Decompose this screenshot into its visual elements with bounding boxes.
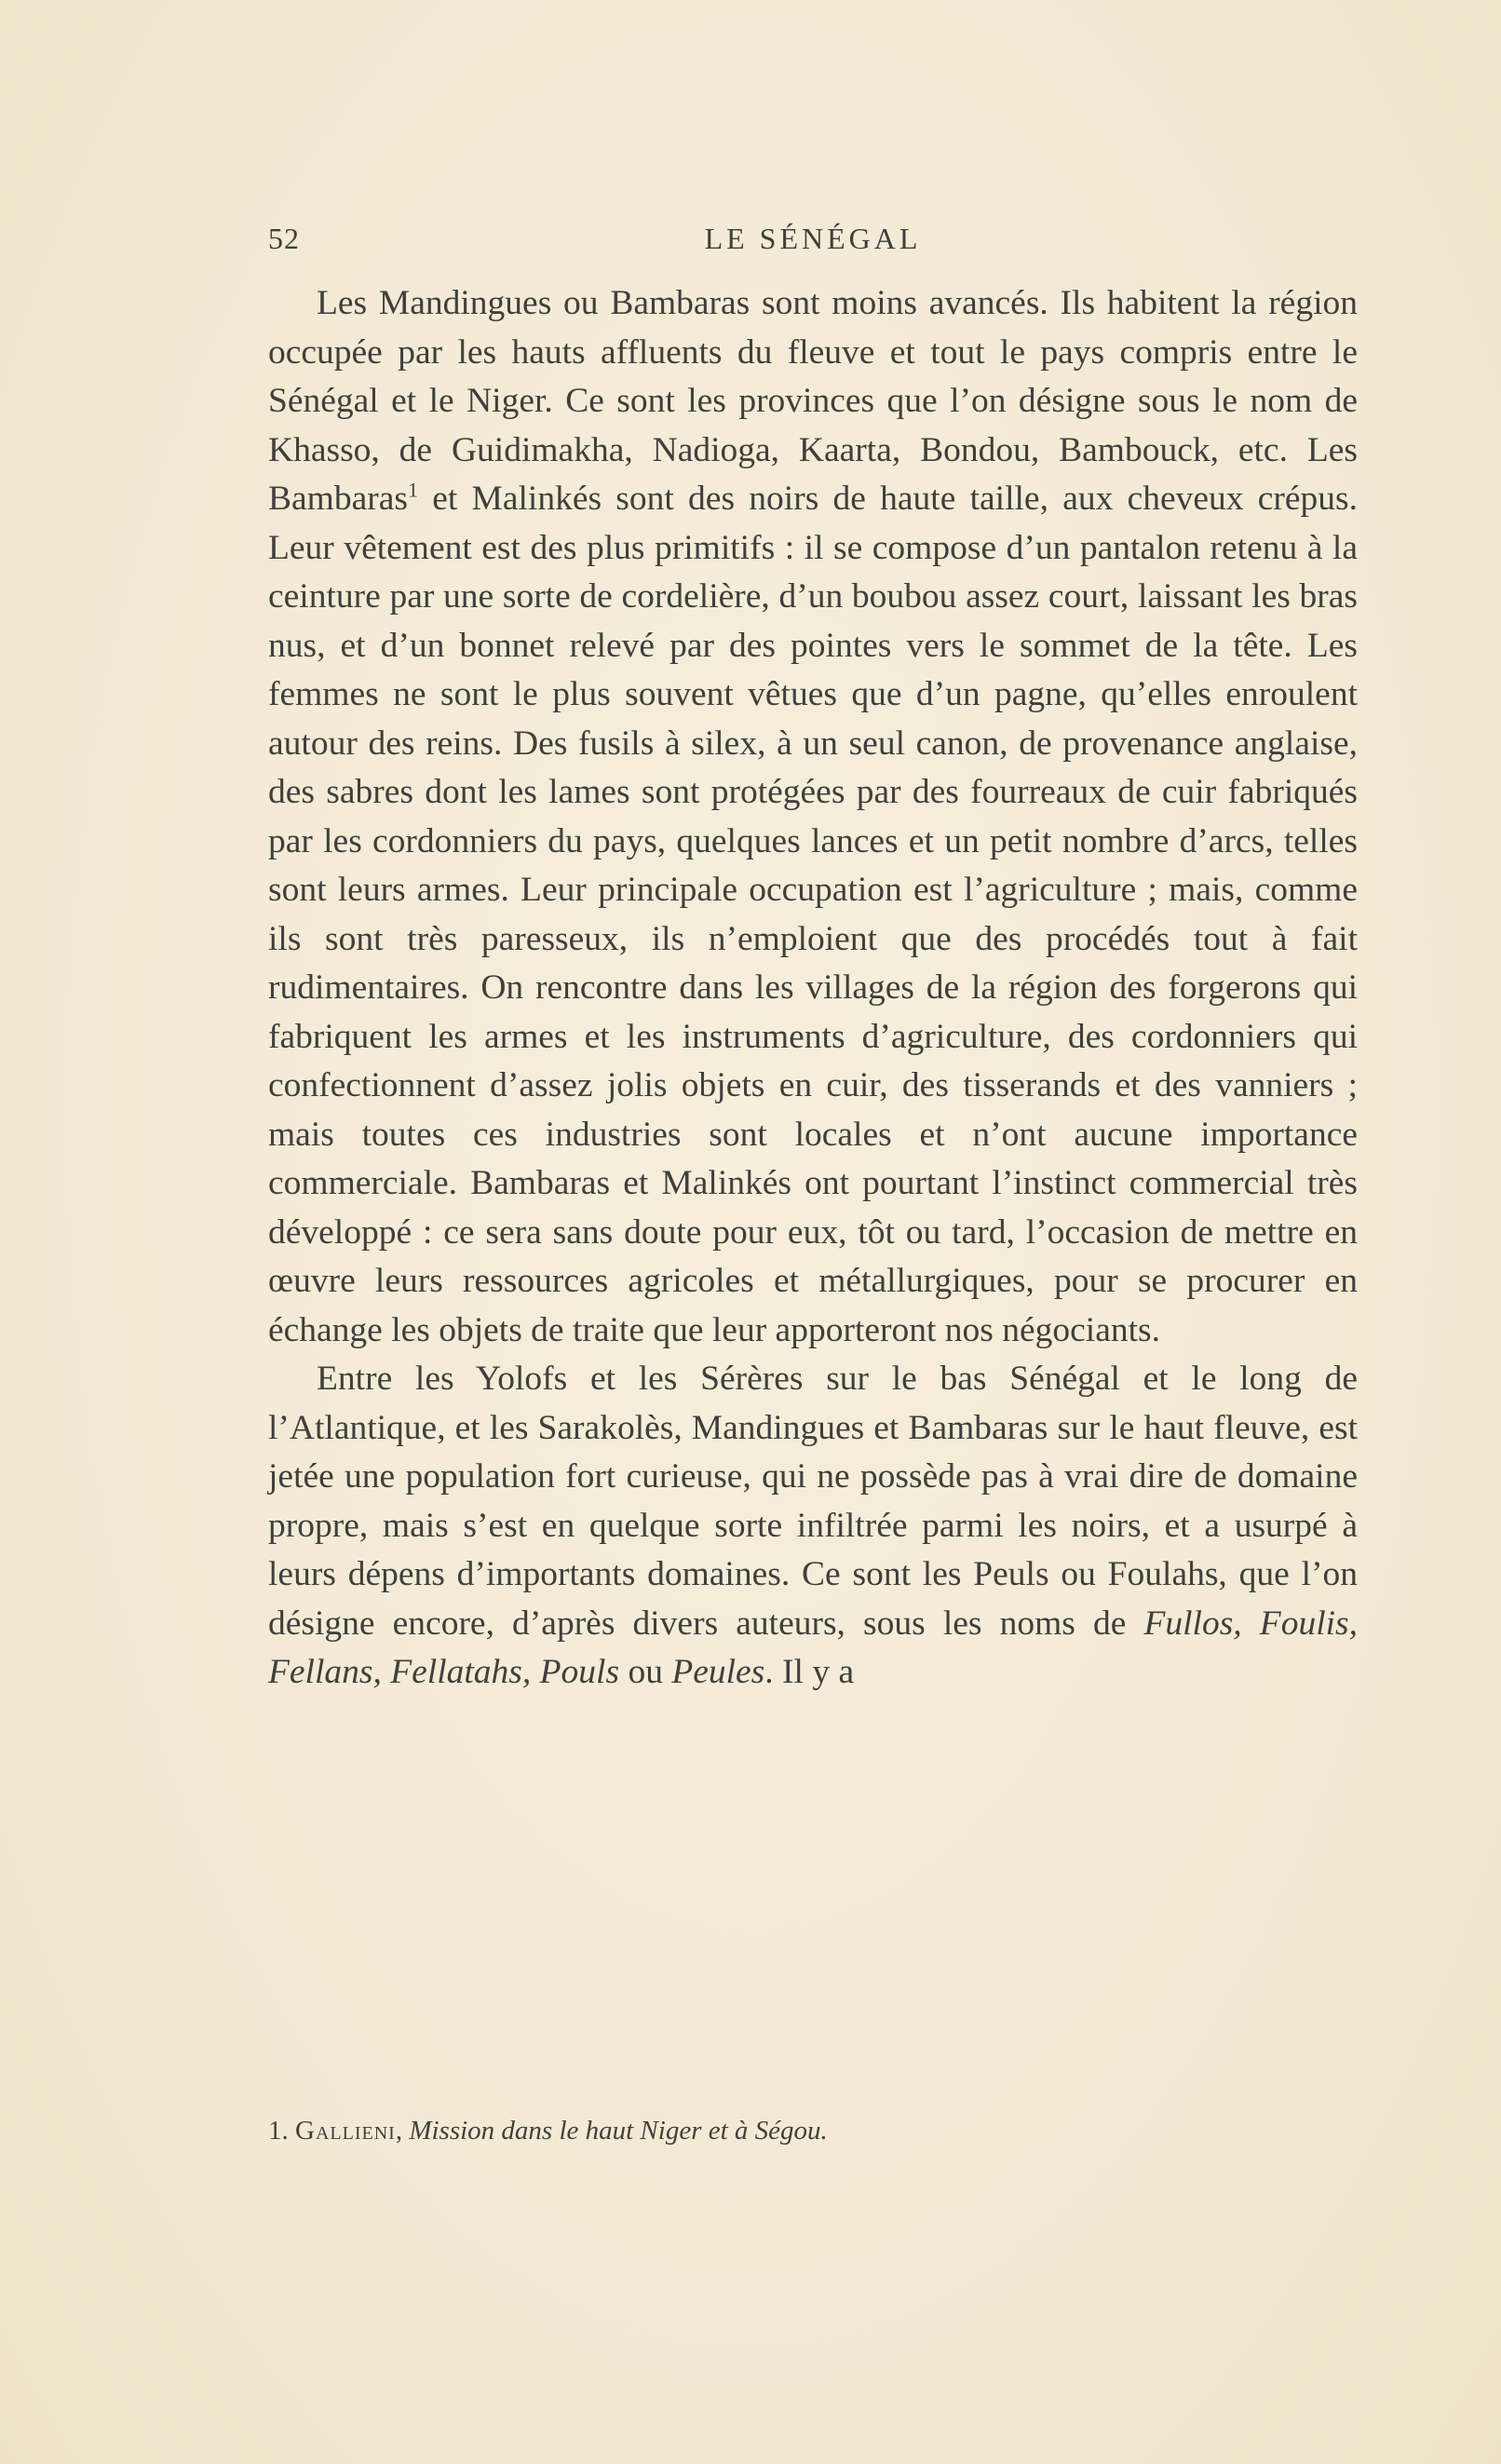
paragraph-2-part-1: Entre les Yolofs et les Sérères sur le bas Sénégal et le long de l’Atlantique, et les Sarakolès, Mandingues et Bambaras sur le haut fleuve, est jetée une population fort curieuse, qui ne possède pas à vrai dire de domaine propre, mais s’est en quelque sorte infiltrée parmi les noirs, et a usurpé à leurs dépens d’importants domaines. Ce sont les Peuls ou Foulahs, que l’on désigne encore, d’après divers auteurs, sous les noms de — [268, 1360, 1358, 1643]
paragraph-1-part-2: et Malinkés sont des noirs de haute taille, aux cheveux crépus. Leur vêtement est des plus primitifs : il se compose d’un pantalon retenu à la ceinture par une sorte de cordelière, d’un boubou assez court, laissant les bras nus, et d’un bonnet relevé par des pointes vers le sommet de la tête. Les femmes ne sont le plus souvent vêtues que d’un pagne, qu’elles enroulent autour des reins. Des fusils à silex, à un seul canon, de provenance anglaise, des sabres dont les lames sont protégées par des fourreaux de cuir fabriqués par les cordonniers du pays, quelques lances et un petit nombre d’arcs, telles sont leurs armes. Leur principale occupation est l’agriculture ; mais, comme ils sont très paresseux, ils n’emploient que des procédés tout à fait rudimentaires. On rencontre dans les villages de la région des forgerons qui fabriquent les armes et les instruments d’agriculture, des cordonniers qui confectionnent d’assez jolis objets en cuir, des tisserands et des vanniers ; mais toutes ces industries sont locales et n’ont aucune importance commerciale. Bambaras et Malinkés ont pourtant l’instinct commercial très développé : ce sera sans doute pour eux, tôt ou tard, l’occasion de mettre en œuvre leurs ressources agricoles et métallurgiques, pour se procurer en échange les objets de traite que leur apporteront nos négociants. — [268, 480, 1358, 1349]
paragraph-1-part-1: Les Mandingues ou Bambaras sont moins avancés. Ils habitent la région occupée par les hauts affluents du fleuve et tout le pays compris entre le Sénégal et le Niger. Ce sont les provinces que l’on désigne sous le nom de Khasso, de Guidimakha, Nadioga, Kaarta, Bondou, Bambouck, etc. Les Bambaras — [268, 284, 1358, 518]
paragraph-peuls — [268, 1355, 1358, 1698]
page-number: 52 — [268, 222, 300, 255]
running-head — [268, 222, 1358, 263]
footnote-author: Gallieni — [295, 2116, 396, 2146]
peul-name-last: Peules — [671, 1653, 765, 1691]
footnote-title: Mission dans le haut Niger et à Ségou. — [409, 2116, 828, 2146]
footnote-reference: 1 — [407, 478, 418, 502]
footnote-separator: , — [395, 2116, 410, 2146]
running-title: LE SÉNÉGAL — [704, 222, 922, 255]
paragraph-mandingues — [268, 279, 1358, 1355]
footnote — [268, 2112, 1358, 2149]
peul-names: Fullos, Foulis, Fellans, Fellatahs, Pouls — [268, 1604, 1358, 1691]
footnote-number: 1. — [268, 2116, 289, 2146]
paragraph-2-or: ou — [619, 1653, 672, 1691]
body-text — [268, 279, 1358, 1698]
paragraph-2-end: . Il y a — [764, 1653, 855, 1691]
